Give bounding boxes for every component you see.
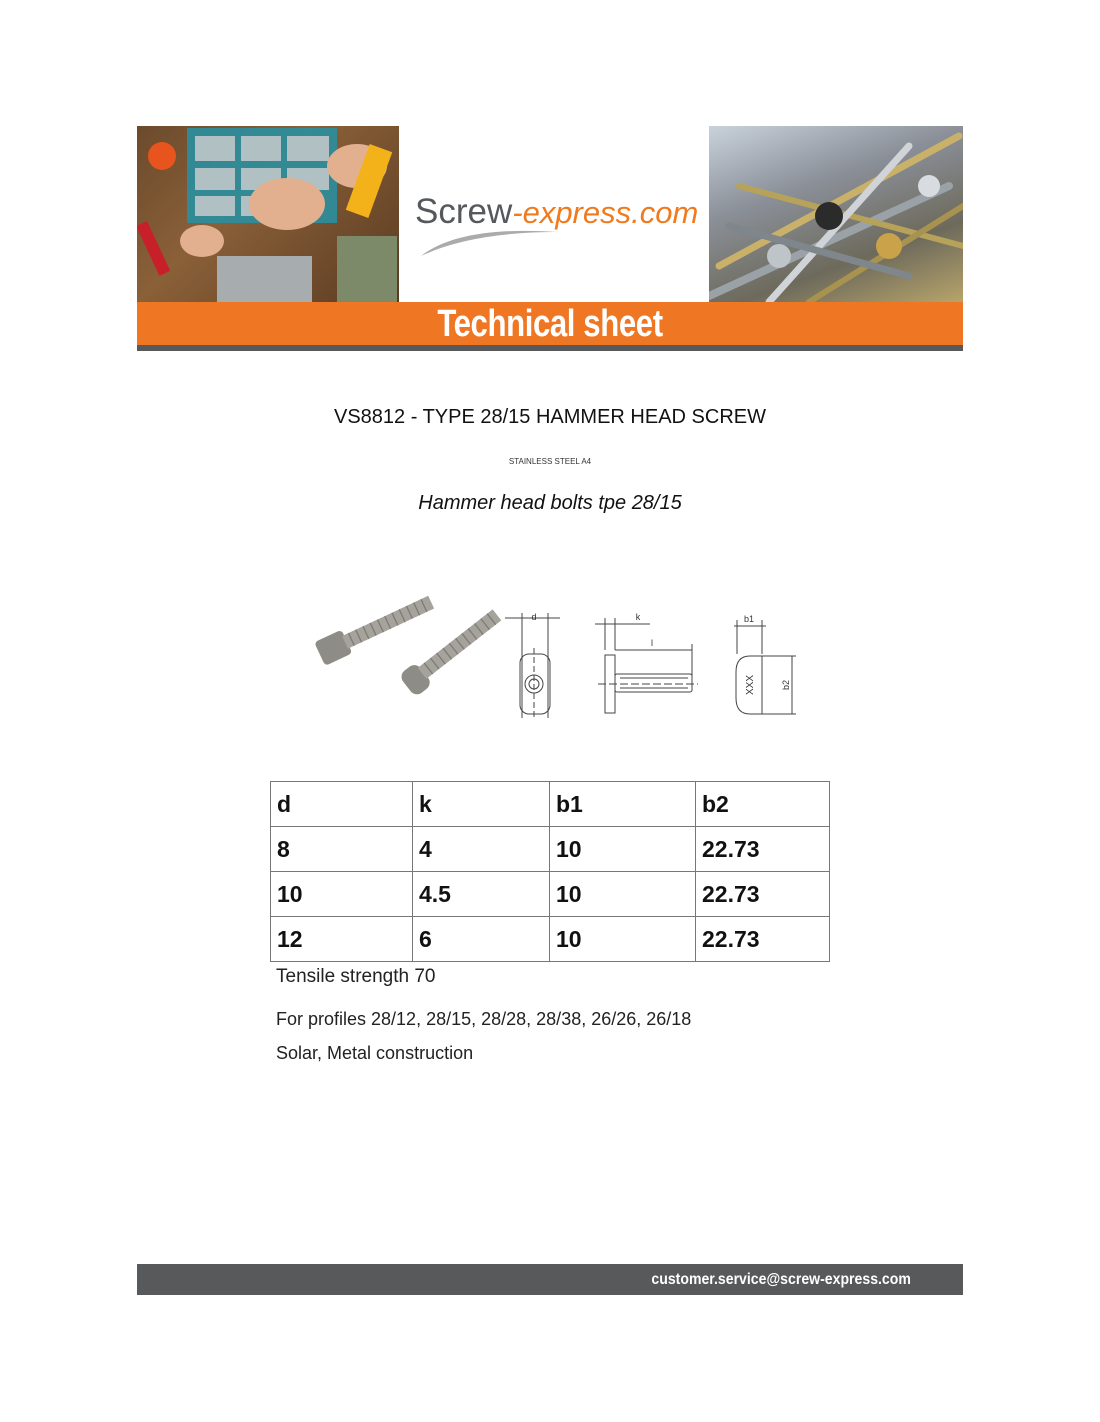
- label-k: k: [635, 612, 641, 622]
- top-view-drawing: [734, 620, 796, 714]
- technical-drawing: [310, 578, 810, 728]
- banner-divider: [137, 345, 963, 351]
- table-cell: 22.73: [696, 917, 830, 962]
- table-cell: 6: [413, 917, 550, 962]
- header-banner: [137, 126, 963, 352]
- label-d: d: [531, 612, 537, 622]
- application-note: Solar, Metal construction: [276, 1043, 474, 1063]
- table-cell: 4: [413, 827, 550, 872]
- table-cell: 10: [550, 872, 696, 917]
- table-header-cell: b1: [550, 782, 696, 827]
- product-title: VS8812 - TYPE 28/15 HAMMER HEAD SCREW: [334, 406, 766, 428]
- table-cell: 22.73: [696, 872, 830, 917]
- table-row: [271, 827, 830, 872]
- tensile-strength-note: Tensile strength 70: [276, 966, 436, 987]
- table-cell: 22.73: [696, 827, 830, 872]
- table-row: [271, 917, 830, 962]
- table-row: [271, 872, 830, 917]
- table-cell: 12: [271, 917, 413, 962]
- table-header-row: [271, 782, 830, 827]
- table-header-cell: b2: [696, 782, 830, 827]
- logo-area: [399, 126, 709, 302]
- logo-screw: Screw: [415, 192, 513, 231]
- table-cell: 10: [550, 917, 696, 962]
- logo-express: -express.com: [512, 195, 699, 230]
- logo-swoosh-icon: [419, 226, 559, 258]
- footer-bar: [137, 1264, 963, 1295]
- side-view-drawing: [595, 618, 698, 713]
- screws-photo: [709, 126, 963, 302]
- table-cell: 4.5: [413, 872, 550, 917]
- profiles-note: For profiles 28/12, 28/15, 28/28, 28/38, 26/26, 26/18: [276, 1009, 692, 1029]
- table-header-cell: k: [413, 782, 550, 827]
- title-bar: [137, 302, 963, 345]
- label-b1: b1: [743, 614, 755, 624]
- table-cell: 8: [271, 827, 413, 872]
- label-b2: b2: [781, 679, 791, 691]
- banner-title: Technical sheet: [437, 303, 663, 345]
- contact-email-link[interactable]: customer.service@screw-express.com: [651, 1271, 911, 1288]
- product-subtitle: Hammer head bolts tpe 28/15: [418, 492, 682, 514]
- product-material: STAINLESS STEEL A4: [508, 457, 592, 466]
- tools-photo: [137, 126, 399, 302]
- table-header-cell: d: [271, 782, 413, 827]
- label-l: l: [651, 638, 653, 648]
- end-view-drawing: [505, 613, 560, 720]
- table-cell: 10: [271, 872, 413, 917]
- bolt-photo: [314, 590, 506, 697]
- dimensions-table: [270, 781, 830, 962]
- table-cell: 10: [550, 827, 696, 872]
- label-marking: XXX: [745, 674, 756, 696]
